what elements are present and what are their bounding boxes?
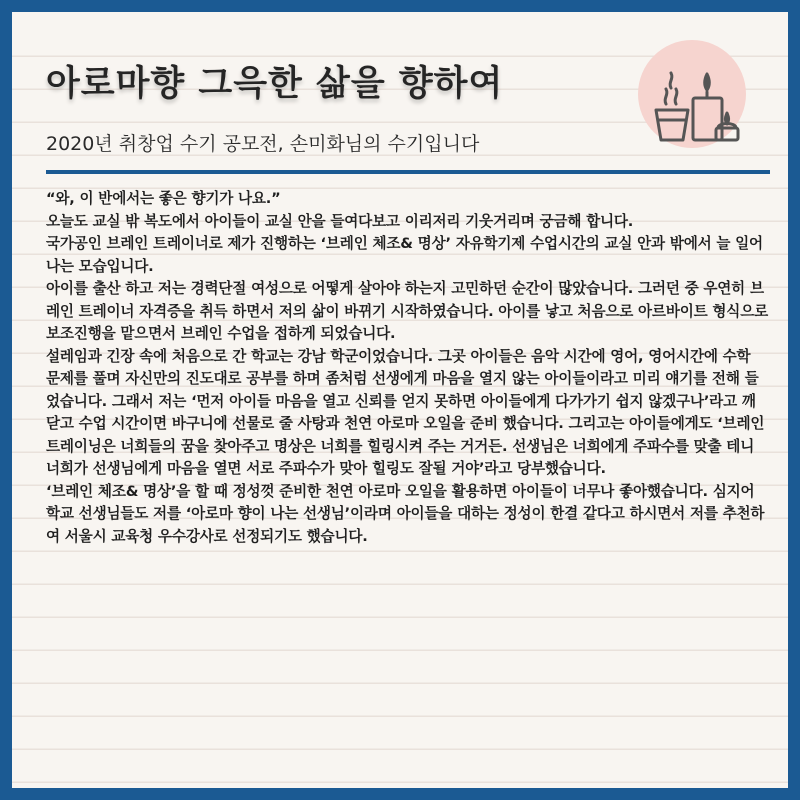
- essay-paragraph: “와, 이 반에서는 좋은 향기가 나요.”: [46, 190, 281, 207]
- essay-paragraph: 국가공인 브레인 트레이너로 제가 진행하는 ‘브레인 체조& 명상’ 자유학기제 수업시간의 교실 안과 밖에서 늘 일어나는 모습입니다.: [46, 235, 763, 275]
- essay-paragraph: 아이를 출산 하고 저는 경력단절 여성으로 어떻게 살아야 하는지 고민하던 순간이 많았습니다. 그러던 중 우연히 브레인 트레이너 자격증을 취득 하면서 저의 삶이 바뀌기 시작하였습니다. 아이를 낳고 처음으로 아르바이트 형식으로 보조진행을 맡으면서 브레인 수업을 접하게 되었습니다.: [46, 280, 768, 342]
- essay-body: [46, 188, 768, 548]
- page-frame: [12, 12, 788, 788]
- page-subtitle: 2020년 취창업 수기 공모전, 손미화님의 수기입니다: [46, 133, 480, 155]
- essay-paragraph: 설레임과 긴장 속에 처음으로 간 학교는 강남 학군이었습니다. 그곳 아이들은 음악 시간에 영어, 영어시간에 수학 문제를 풀며 자신만의 진도대로 공부를 하며 좀처럼 선생에게 마음을 열지 않는 아이들이라고 미리 얘기를 전해 들었습니다. 그래서 저는 ‘먼저 아이들 마음을 열고 신뢰를 얻지 못하면 아이들에게 다가가기 쉽지 않겠구나’라고 깨닫고 수업 시간이면 바구니에 선물로 줄 사탕과 천연 아로마 오일을 준비 했습니다. 그리고는 아이들에게도 ‘브레인 트레이닝은 너희들의 꿈을 찾아주고 명상은 너희를 힐링시켜 주는 거거든. 선생님은 너희에게 주파수를 맞출 테니 너희가 선생님에게 마음을 열면 서로 주파수가 맞아 힐링도 잘될 거야’라고 당부했습니다.: [46, 347, 765, 477]
- candle-cup-icon: [638, 40, 746, 148]
- header-divider: [46, 170, 770, 174]
- essay-paragraph: ‘브레인 체조& 명상’을 할 때 정성껏 준비한 천연 아로마 오일을 활용하면 아이들이 너무나 좋아했습니다. 심지어 학교 선생님들도 저를 ‘아로마 향이 나는 선생님’이라며 아이들을 대하는 정성이 한결 같다고 하시면서 저를 추천하여 서울시 교육청 우수강사로 선정되기도 했습니다.: [46, 482, 765, 545]
- page-title: 아로마향 그윽한 삶을 향하여: [46, 64, 504, 104]
- essay-paragraph: 오늘도 교실 밖 복도에서 아이들이 교실 안을 들여다보고 이리저리 기웃거리며 궁금해 합니다.: [46, 212, 634, 230]
